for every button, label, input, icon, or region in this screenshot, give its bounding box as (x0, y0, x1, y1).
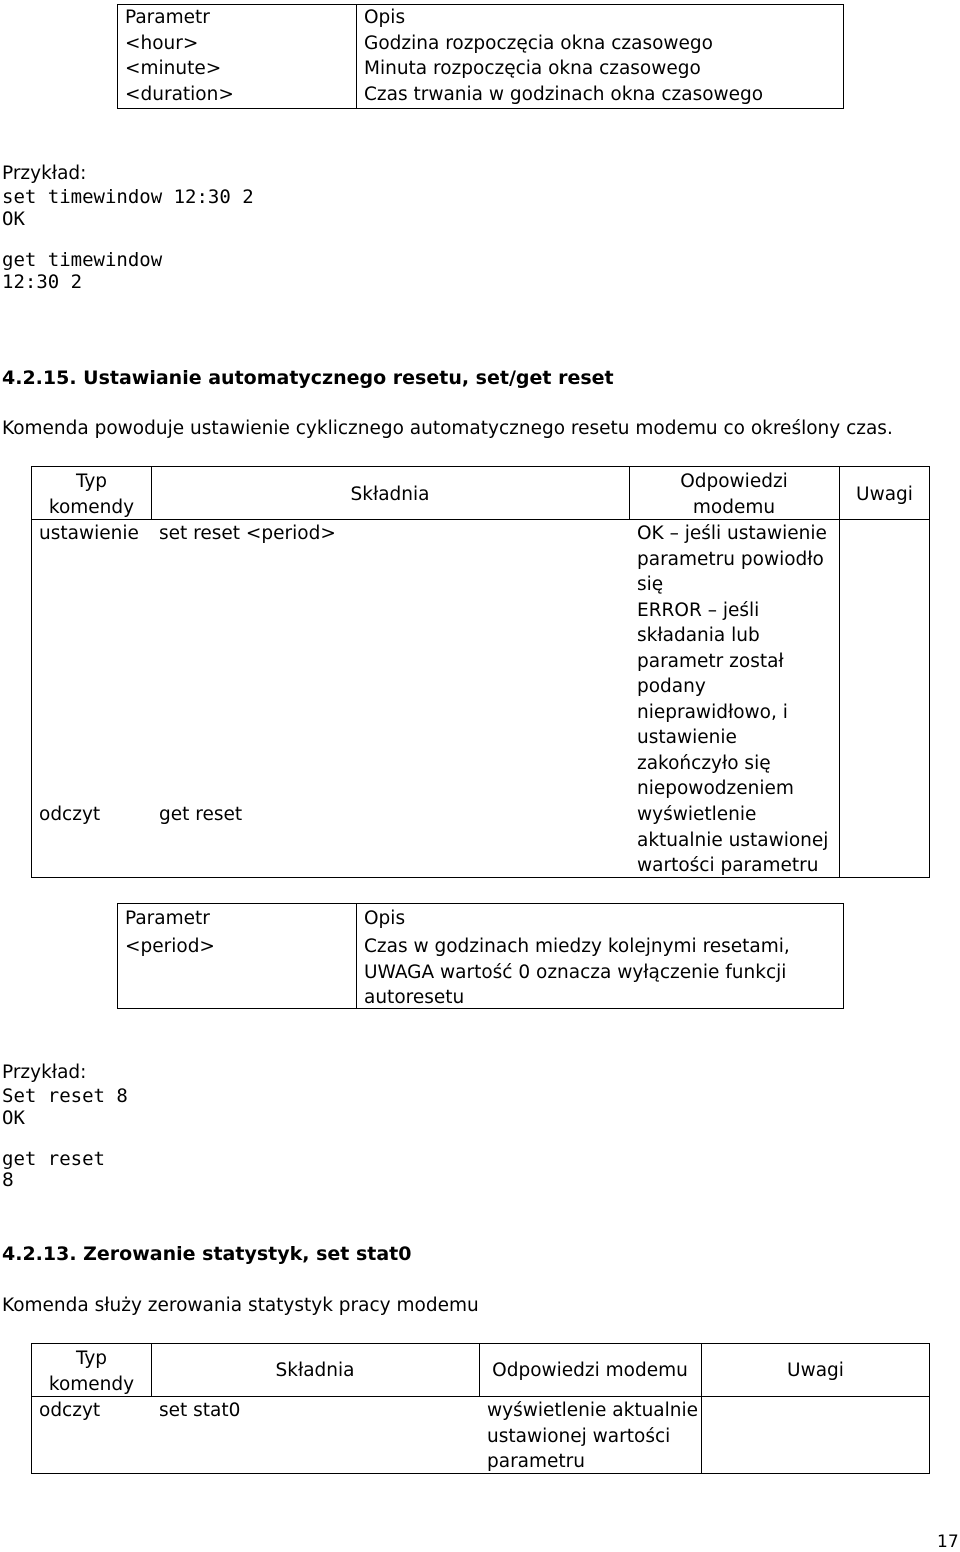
section-description: Komenda powoduje ustawienie cyklicznego automatycznego resetu modemu co określony czas. (2, 418, 893, 439)
row-syntax: set stat0 (159, 1400, 241, 1421)
desc-cell: Czas trwania w godzinach okna czasowego (357, 82, 844, 109)
table-header (118, 5, 844, 31)
row-response: OK – jeśli ustawienie parametru powiodło się ERROR – jeśli składania lub parametr został podany nieprawidłowo, i ustawienie zakończyło się niepowodzeniem (637, 523, 827, 799)
column-divider (356, 904, 357, 1008)
reset-command-table (31, 466, 930, 878)
example-code-line: Set reset 8 (2, 1085, 128, 1107)
page-number: 17 (937, 1532, 959, 1552)
desc-cell: Godzina rozpoczęcia okna czasowego (357, 31, 844, 57)
header-syntax: Składnia (275, 1360, 355, 1381)
header-notes: Uwagi (787, 1360, 844, 1381)
desc-cell: Minuta rozpoczęcia okna czasowego (357, 56, 844, 82)
param-cell: <hour> (118, 31, 357, 57)
example-label: Przykład: (2, 163, 87, 184)
section-heading: 4.2.15. Ustawianie automatycznego resetu, set/get reset (2, 367, 614, 389)
header-divider (32, 1396, 929, 1397)
row-syntax: get reset (159, 804, 243, 825)
header-param: Parametr (118, 5, 357, 31)
header-syntax: Składnia (350, 484, 430, 505)
section-description: Komenda służy zerowania statystyk pracy modemu (2, 1295, 479, 1316)
example-label: Przykład: (2, 1062, 87, 1083)
example-code-line: get timewindow (2, 249, 163, 271)
row-type: odczyt (39, 804, 101, 825)
header-response: Odpowiedzi modemu (492, 1360, 688, 1381)
table-row (118, 31, 844, 57)
header-type: Typ komendy (48, 1348, 135, 1395)
header-type: Typ komendy (48, 471, 135, 518)
param-cell: <duration> (118, 82, 357, 109)
example-code-line: 12:30 2 (2, 271, 83, 293)
header-response: Odpowiedzi modemu (680, 471, 788, 518)
example-code-line: set timewindow 12:30 2 (2, 186, 254, 208)
row-response: wyświetlenie aktualnie ustawionej wartości parametru (637, 804, 829, 876)
row-response: wyświetlenie aktualnie ustawionej wartości parametru (487, 1400, 699, 1472)
row-type: odczyt (39, 1400, 101, 1421)
timewindow-params-table (117, 4, 844, 109)
param-cell: <minute> (118, 56, 357, 82)
header-desc: Opis (357, 5, 844, 31)
table-row (118, 56, 844, 82)
period-params-table (117, 903, 844, 1009)
table-row (118, 82, 844, 109)
header-notes: Uwagi (856, 484, 913, 505)
example-code-line: 8 (2, 1170, 14, 1191)
column-divider (839, 467, 840, 877)
example-code-line: OK (2, 208, 25, 230)
section-heading: 4.2.13. Zerowanie statystyk, set stat0 (2, 1243, 412, 1265)
desc-cell: Czas w godzinach miedzy kolejnymi resetami, UWAGA wartość 0 oznacza wyłączenie funkcji autoresetu (364, 936, 790, 1008)
example-code-line: get reset (2, 1148, 105, 1170)
example-code-line: OK (2, 1107, 25, 1129)
row-syntax: set reset <period> (159, 523, 336, 544)
header-desc: Opis (364, 908, 406, 929)
row-type: ustawienie (39, 523, 139, 544)
header-param: Parametr (125, 908, 210, 929)
param-cell: <period> (125, 936, 215, 957)
stat0-command-table (31, 1343, 930, 1474)
